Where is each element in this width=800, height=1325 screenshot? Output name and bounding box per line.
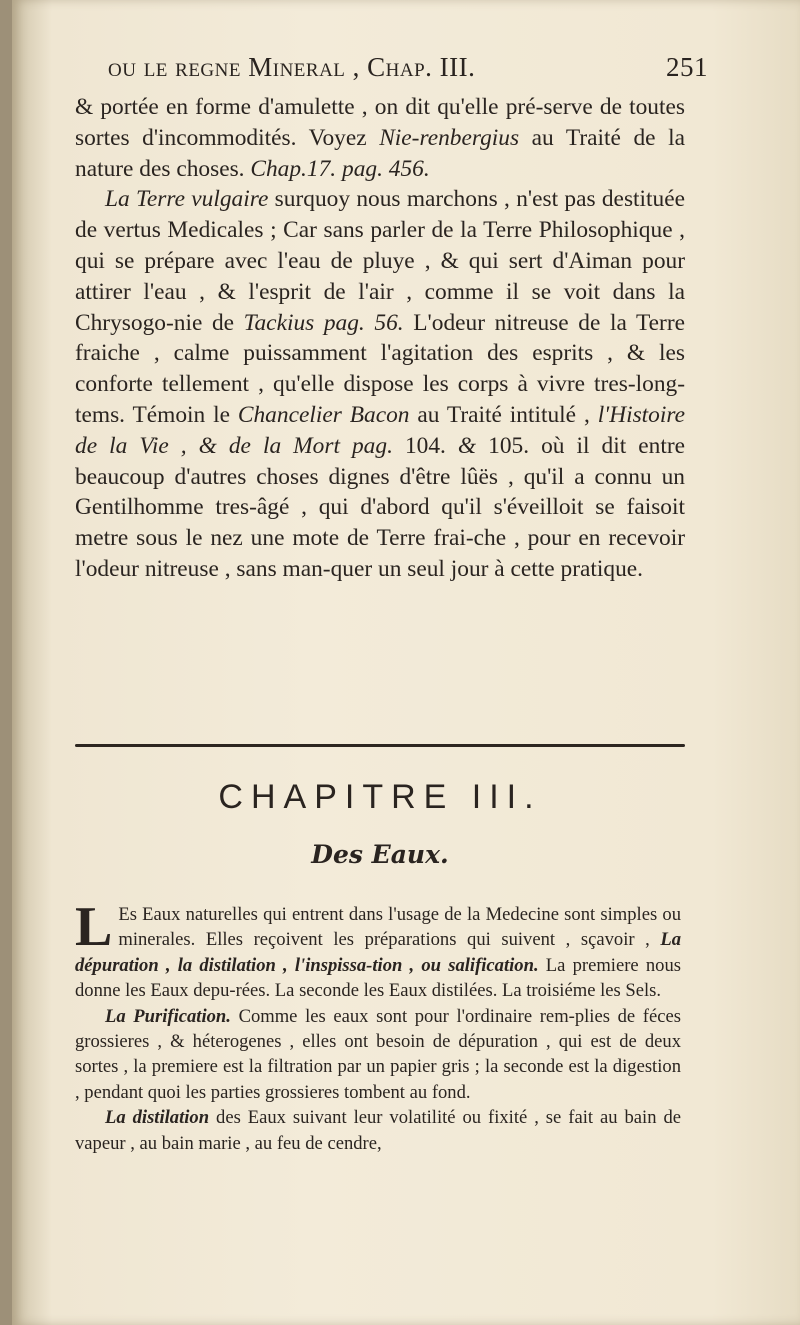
paragraph: La Terre vulgaire surquoy nous marchons , n'est pas destituée de vertus Medicales ; Car sans parler de la Terre Philosophique , qui se prépare avec l'eau de pluye , & qui sert d'Aiman pour attirer l'eau , & l'esprit de l'air , comme il se voit dans la Chrysogo-nie de Tackius pag. 56. L'odeur nitreuse de la Terre fraiche , calme puissamment l'agitation des esprits , & les conforte tellement , qu'elle dispose les corps à vivre tres-long-tems. Témoin le Chancelier Bacon au Traité intitulé , l'Histoire de la Vie , & de la Mort pag. 104. & 105. où il dit entre beaucoup d'autres choses dignes d'être lûës , qu'il a connu un Gentilhomme tres-âgé , qui d'abord qu'il s'éveilloit se faisoit metre sous le nez une mote de Terre frai-che , pour en recevoir l'odeur nitreuse , sans man-quer un seul jour à cette pratique.	[75, 186, 686, 582]
running-header	[108, 52, 708, 83]
reference: Chap.17. pag. 456.	[250, 155, 430, 182]
section-eaux	[75, 896, 681, 1156]
book-title: l'Histoire de la Vie , & de la Mort pag.	[75, 401, 685, 459]
chapter-divider	[75, 744, 685, 747]
paragraph: La distilation des Eaux suivant leur volatilité ou fixité , se fait au bain de vapeur , au bain marie , au feu de cendre,	[75, 1107, 681, 1154]
author-name: Chancelier Bacon	[237, 401, 410, 428]
preparation-list: La dépuration , la distilation , l'inspissa-tion , ou salification.	[75, 929, 681, 976]
section-terre	[75, 92, 685, 585]
paragraph-lead: La Terre vulgaire	[105, 186, 269, 213]
paragraph: L Es Eaux naturelles qui entrent dans l'usage de la Medecine sont simples ou minerales. Elles reçoivent les préparations qui suivent , sçavoir , La dépuration , la distilation , l'inspissa-tion , ou salification. La premiere nous donne les Eaux depu-rées. La seconde les Eaux distilées. La troisiéme les Sels.	[75, 896, 681, 1002]
author-name: Nie-renbergius	[379, 124, 520, 151]
paragraph: & portée en forme d'amulette , on dit qu'elle pré-serve de toutes sortes d'incommodités. Voyez Nie-renbergius au Traité de la nature des choses. Chap.17. pag. 456.	[75, 94, 685, 182]
drop-cap: L	[75, 896, 113, 958]
paragraph-lead: La Purification.	[105, 1005, 231, 1027]
running-title: ou le regne Mineral , Chap. III.	[108, 52, 476, 82]
paragraph-lead: La distilation	[105, 1107, 210, 1129]
chapter-title: CHAPITRE III.	[218, 778, 542, 816]
chapter-subtitle: Des Eaux.	[311, 840, 449, 869]
paragraph: La Purification. Comme les eaux sont pour l'ordinaire rem-plies de féces grossieres , & héterogenes , elles ont besoin de dépuration , qui est de deux sortes , la premiere est la filtration par un papier gris ; la seconde est la digestion , pendant quoi les parties grossieres tombent au fond.	[75, 1005, 681, 1103]
page-number: 251	[666, 52, 708, 82]
reference: Tackius pag. 56.	[243, 309, 404, 336]
page-gutter	[0, 0, 12, 1325]
